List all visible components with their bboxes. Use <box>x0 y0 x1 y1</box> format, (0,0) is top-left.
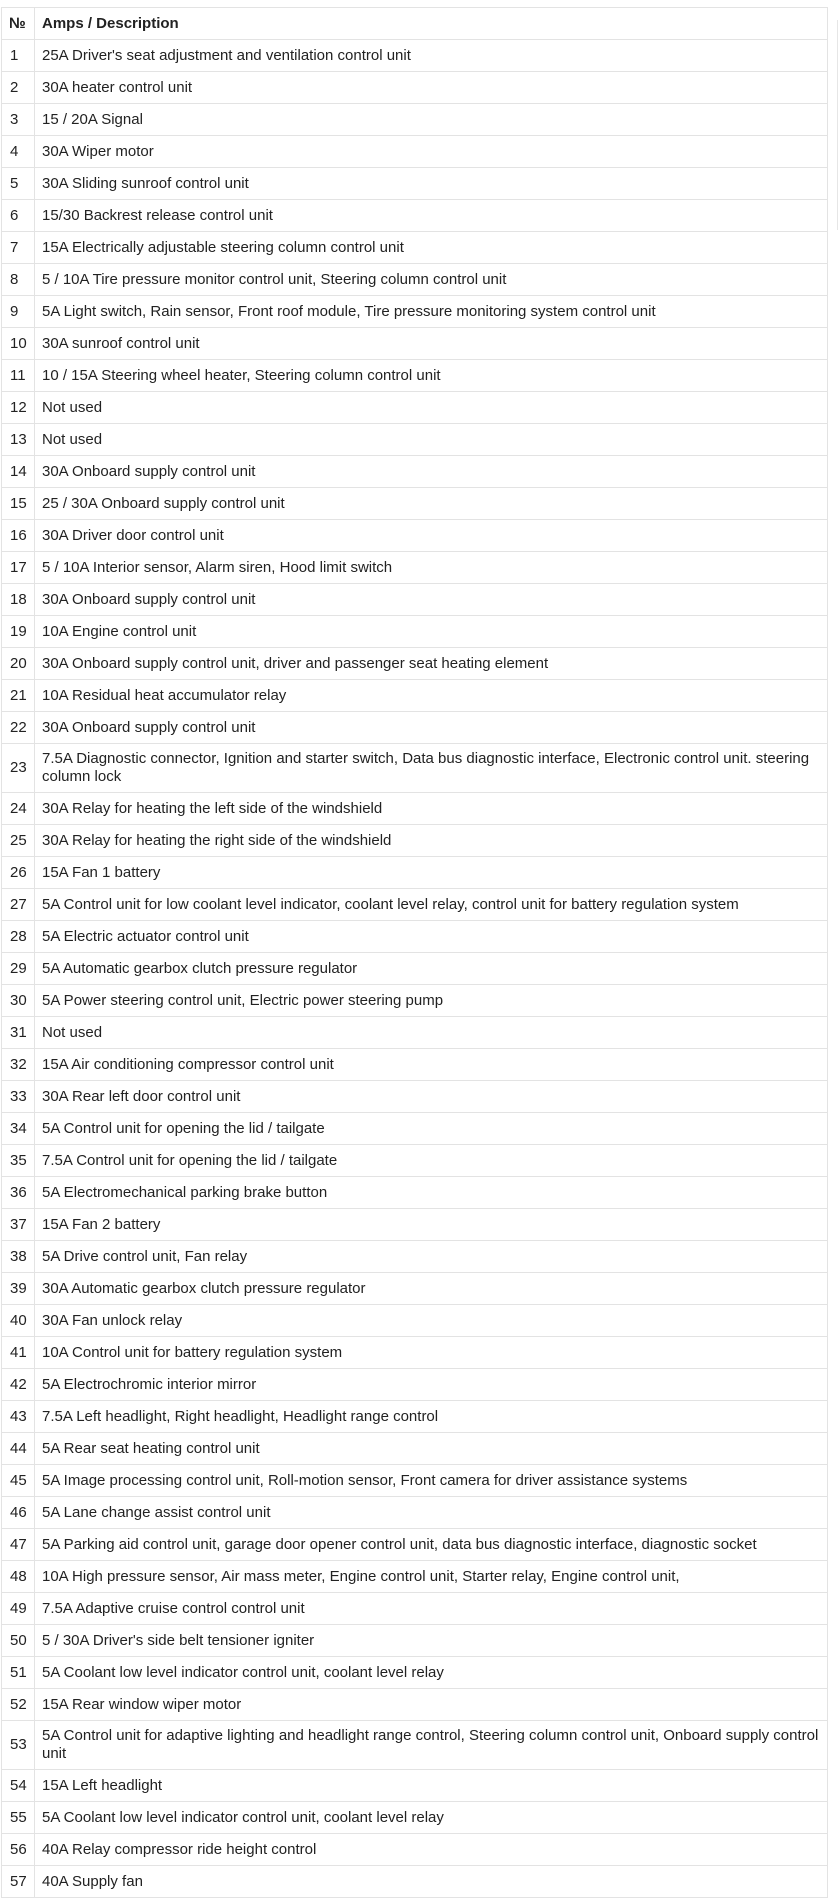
table-row <box>2 712 828 744</box>
table-row <box>2 1802 828 1834</box>
fuse-number-cell: 16 <box>2 520 35 552</box>
fuse-description-cell: 40A Supply fan <box>35 1866 828 1898</box>
fuse-description-cell: 5A Rear seat heating control unit <box>35 1433 828 1465</box>
fuse-number-cell: 53 <box>2 1721 35 1770</box>
fuse-description-cell: 7.5A Control unit for opening the lid / tailgate <box>35 1145 828 1177</box>
fuse-description-cell: 15A Left headlight <box>35 1770 828 1802</box>
fuse-number-cell: 11 <box>2 360 35 392</box>
fuse-number-cell: 25 <box>2 825 35 857</box>
table-row <box>2 1657 828 1689</box>
table-row <box>2 1689 828 1721</box>
fuse-number-cell: 43 <box>2 1401 35 1433</box>
fuse-number-cell: 8 <box>2 264 35 296</box>
table-row <box>2 360 828 392</box>
table-row <box>2 1369 828 1401</box>
table-row <box>2 889 828 921</box>
fuse-number-cell: 23 <box>2 744 35 793</box>
fuse-description-cell: 5A Coolant low level indicator control unit, coolant level relay <box>35 1802 828 1834</box>
fuse-number-cell: 18 <box>2 584 35 616</box>
fuse-number-cell: 47 <box>2 1529 35 1561</box>
fuse-description-cell: 15A Electrically adjustable steering column control unit <box>35 232 828 264</box>
table-row <box>2 392 828 424</box>
table-row <box>2 857 828 889</box>
fuse-number-cell: 15 <box>2 488 35 520</box>
fuse-number-cell: 34 <box>2 1113 35 1145</box>
table-row <box>2 680 828 712</box>
fuse-number-cell: 24 <box>2 793 35 825</box>
fuse-description-cell: 25 / 30A Onboard supply control unit <box>35 488 828 520</box>
table-row <box>2 1529 828 1561</box>
fuse-number-cell: 49 <box>2 1593 35 1625</box>
fuse-number-cell: 57 <box>2 1866 35 1898</box>
table-row <box>2 104 828 136</box>
fuse-description-cell: 30A Relay for heating the left side of the windshield <box>35 793 828 825</box>
fuse-description-cell: 30A heater control unit <box>35 72 828 104</box>
fuse-description-cell: 15A Fan 1 battery <box>35 857 828 889</box>
fuse-number-cell: 48 <box>2 1561 35 1593</box>
table-row <box>2 1337 828 1369</box>
fuse-description-cell: 30A Sliding sunroof control unit <box>35 168 828 200</box>
table-row <box>2 793 828 825</box>
fuse-description-cell: Not used <box>35 392 828 424</box>
fuse-description-cell: 10A Residual heat accumulator relay <box>35 680 828 712</box>
fuse-description-cell: 40A Relay compressor ride height control <box>35 1834 828 1866</box>
table-row <box>2 1401 828 1433</box>
fuse-number-cell: 20 <box>2 648 35 680</box>
fuse-number-cell: 9 <box>2 296 35 328</box>
fuse-description-cell: 30A Fan unlock relay <box>35 1305 828 1337</box>
fuse-description-cell: 7.5A Diagnostic connector, Ignition and starter switch, Data bus diagnostic interface, Electronic control unit. steering column lock <box>35 744 828 793</box>
fuse-description-cell: 30A sunroof control unit <box>35 328 828 360</box>
fuse-description-cell: 5A Coolant low level indicator control unit, coolant level relay <box>35 1657 828 1689</box>
table-row <box>2 648 828 680</box>
table-row <box>2 1433 828 1465</box>
table-header-row <box>2 8 828 40</box>
fuse-description-cell: 5A Electromechanical parking brake button <box>35 1177 828 1209</box>
fuse-table <box>1 7 828 1898</box>
table-row <box>2 744 828 793</box>
fuse-number-cell: 2 <box>2 72 35 104</box>
fuse-number-cell: 50 <box>2 1625 35 1657</box>
fuse-description-cell: 5A Parking aid control unit, garage door opener control unit, data bus diagnostic interface, diagnostic socket <box>35 1529 828 1561</box>
fuse-number-cell: 52 <box>2 1689 35 1721</box>
fuse-number-cell: 30 <box>2 985 35 1017</box>
table-row <box>2 264 828 296</box>
table-row <box>2 1145 828 1177</box>
fuse-number-cell: 7 <box>2 232 35 264</box>
page-edge-divider <box>837 20 838 230</box>
fuse-description-cell: 10A Control unit for battery regulation system <box>35 1337 828 1369</box>
fuse-description-cell: 5 / 30A Driver's side belt tensioner igniter <box>35 1625 828 1657</box>
fuse-number-cell: 55 <box>2 1802 35 1834</box>
fuse-description-cell: 15A Fan 2 battery <box>35 1209 828 1241</box>
table-row <box>2 1834 828 1866</box>
fuse-number-cell: 46 <box>2 1497 35 1529</box>
column-header-description: Amps / Description <box>35 8 828 40</box>
fuse-description-cell: 5A Electrochromic interior mirror <box>35 1369 828 1401</box>
table-row <box>2 200 828 232</box>
table-row <box>2 296 828 328</box>
fuse-description-cell: 30A Wiper motor <box>35 136 828 168</box>
fuse-description-cell: 5A Control unit for low coolant level indicator, coolant level relay, control unit for battery regulation system <box>35 889 828 921</box>
fuse-description-cell: 15 / 20A Signal <box>35 104 828 136</box>
fuse-number-cell: 39 <box>2 1273 35 1305</box>
fuse-description-cell: 30A Driver door control unit <box>35 520 828 552</box>
fuse-description-cell: 10A Engine control unit <box>35 616 828 648</box>
fuse-number-cell: 17 <box>2 552 35 584</box>
table-row <box>2 456 828 488</box>
fuse-description-cell: 5A Electric actuator control unit <box>35 921 828 953</box>
fuse-description-cell: 30A Onboard supply control unit, driver and passenger seat heating element <box>35 648 828 680</box>
table-row <box>2 985 828 1017</box>
table-row <box>2 921 828 953</box>
table-row <box>2 1273 828 1305</box>
fuse-number-cell: 10 <box>2 328 35 360</box>
fuse-description-cell: 30A Automatic gearbox clutch pressure regulator <box>35 1273 828 1305</box>
table-row <box>2 72 828 104</box>
fuse-number-cell: 3 <box>2 104 35 136</box>
fuse-description-cell: 5A Automatic gearbox clutch pressure regulator <box>35 953 828 985</box>
fuse-number-cell: 41 <box>2 1337 35 1369</box>
fuse-description-cell: 5A Control unit for opening the lid / tailgate <box>35 1113 828 1145</box>
table-row <box>2 953 828 985</box>
fuse-description-cell: 30A Onboard supply control unit <box>35 584 828 616</box>
fuse-description-cell: 5A Drive control unit, Fan relay <box>35 1241 828 1273</box>
fuse-number-cell: 33 <box>2 1081 35 1113</box>
fuse-number-cell: 54 <box>2 1770 35 1802</box>
fuse-number-cell: 12 <box>2 392 35 424</box>
table-row <box>2 168 828 200</box>
fuse-number-cell: 32 <box>2 1049 35 1081</box>
table-row <box>2 520 828 552</box>
table-row <box>2 1049 828 1081</box>
table-row <box>2 1770 828 1802</box>
fuse-number-cell: 1 <box>2 40 35 72</box>
fuse-number-cell: 45 <box>2 1465 35 1497</box>
table-row <box>2 1721 828 1770</box>
fuse-description-cell: 5A Image processing control unit, Roll-motion sensor, Front camera for driver assistance systems <box>35 1465 828 1497</box>
fuse-description-cell: 15A Air conditioning compressor control unit <box>35 1049 828 1081</box>
fuse-number-cell: 51 <box>2 1657 35 1689</box>
table-row <box>2 1593 828 1625</box>
table-row <box>2 488 828 520</box>
fuse-description-cell: 25A Driver's seat adjustment and ventilation control unit <box>35 40 828 72</box>
fuse-number-cell: 28 <box>2 921 35 953</box>
fuse-description-cell: 30A Onboard supply control unit <box>35 456 828 488</box>
fuse-number-cell: 6 <box>2 200 35 232</box>
fuse-description-cell: 10A High pressure sensor, Air mass meter, Engine control unit, Starter relay, Engine control unit, <box>35 1561 828 1593</box>
table-row <box>2 552 828 584</box>
table-row <box>2 1241 828 1273</box>
fuse-description-cell: 15/30 Backrest release control unit <box>35 200 828 232</box>
fuse-number-cell: 4 <box>2 136 35 168</box>
fuse-description-cell: 5 / 10A Tire pressure monitor control unit, Steering column control unit <box>35 264 828 296</box>
table-row <box>2 1209 828 1241</box>
fuse-number-cell: 56 <box>2 1834 35 1866</box>
fuse-number-cell: 38 <box>2 1241 35 1273</box>
fuse-number-cell: 31 <box>2 1017 35 1049</box>
fuse-number-cell: 13 <box>2 424 35 456</box>
fuse-description-cell: 5A Power steering control unit, Electric power steering pump <box>35 985 828 1017</box>
fuse-number-cell: 19 <box>2 616 35 648</box>
table-row <box>2 1561 828 1593</box>
table-row <box>2 40 828 72</box>
table-row <box>2 825 828 857</box>
fuse-table-container <box>1 7 827 1898</box>
fuse-description-cell: 15A Rear window wiper motor <box>35 1689 828 1721</box>
fuse-description-cell: 10 / 15A Steering wheel heater, Steering column control unit <box>35 360 828 392</box>
fuse-description-cell: 30A Relay for heating the right side of the windshield <box>35 825 828 857</box>
table-row <box>2 1081 828 1113</box>
table-row <box>2 424 828 456</box>
table-row <box>2 584 828 616</box>
fuse-description-cell: 7.5A Left headlight, Right headlight, Headlight range control <box>35 1401 828 1433</box>
fuse-number-cell: 22 <box>2 712 35 744</box>
fuse-number-cell: 40 <box>2 1305 35 1337</box>
table-row <box>2 1177 828 1209</box>
table-row <box>2 1866 828 1898</box>
table-row <box>2 1113 828 1145</box>
fuse-number-cell: 26 <box>2 857 35 889</box>
fuse-description-cell: 30A Onboard supply control unit <box>35 712 828 744</box>
table-row <box>2 1625 828 1657</box>
fuse-number-cell: 27 <box>2 889 35 921</box>
fuse-number-cell: 14 <box>2 456 35 488</box>
table-row <box>2 1497 828 1529</box>
fuse-description-cell: 5A Lane change assist control unit <box>35 1497 828 1529</box>
fuse-number-cell: 29 <box>2 953 35 985</box>
table-row <box>2 328 828 360</box>
fuse-number-cell: 37 <box>2 1209 35 1241</box>
fuse-number-cell: 5 <box>2 168 35 200</box>
fuse-number-cell: 21 <box>2 680 35 712</box>
fuse-description-cell: 5A Light switch, Rain sensor, Front roof module, Tire pressure monitoring system control unit <box>35 296 828 328</box>
table-row <box>2 1465 828 1497</box>
fuse-description-cell: 7.5A Adaptive cruise control control unit <box>35 1593 828 1625</box>
fuse-number-cell: 42 <box>2 1369 35 1401</box>
column-header-number: № <box>2 8 35 40</box>
table-row <box>2 232 828 264</box>
fuse-description-cell: Not used <box>35 1017 828 1049</box>
fuse-number-cell: 35 <box>2 1145 35 1177</box>
fuse-description-cell: 5A Control unit for adaptive lighting and headlight range control, Steering column control unit, Onboard supply control unit <box>35 1721 828 1770</box>
table-row <box>2 136 828 168</box>
table-row <box>2 1017 828 1049</box>
table-body <box>2 40 828 1898</box>
fuse-description-cell: 30A Rear left door control unit <box>35 1081 828 1113</box>
fuse-number-cell: 44 <box>2 1433 35 1465</box>
table-row <box>2 616 828 648</box>
fuse-number-cell: 36 <box>2 1177 35 1209</box>
fuse-description-cell: 5 / 10A Interior sensor, Alarm siren, Hood limit switch <box>35 552 828 584</box>
fuse-description-cell: Not used <box>35 424 828 456</box>
table-row <box>2 1305 828 1337</box>
